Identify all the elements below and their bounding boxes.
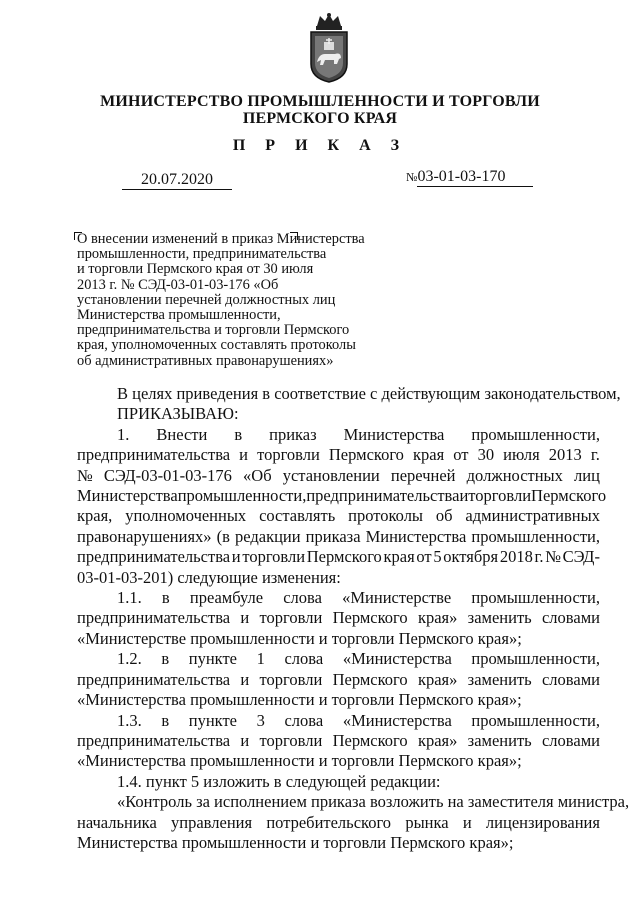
body-line: «Министерстве промышленности и торговли Пермского края»;: [77, 628, 522, 648]
body-line: края, уполномоченных составлять протоколы об административных: [77, 506, 600, 526]
body-line: 1.4. пункт 5 изложить в следующей редакции:: [117, 771, 441, 791]
body-line: 1.3. в пункте 3 слова «Министерства промышленности,: [117, 710, 600, 730]
subject-block: [77, 232, 397, 369]
perm-krai-coat-of-arms-icon: [303, 12, 355, 84]
body-line: Министерства промышленности и торговли Пермского края»;: [77, 832, 514, 852]
body-line: 1. Внести в приказ Министерства промышленности,: [117, 424, 600, 444]
subject-line: промышленности, предпринимательства: [77, 246, 327, 263]
document-number-value: 03-01-03-170: [417, 168, 533, 187]
body-line: «Контроль за исполнением приказа возложить на заместителя министра,: [117, 792, 630, 812]
body-line: 1.2. в пункте 1 слова «Министерства промышленности,: [117, 649, 600, 669]
document-number: [406, 168, 533, 187]
subject-line: О внесении изменений в приказ Министерства: [77, 231, 365, 247]
body-line: предпринимательства и торговли Пермского края от 5 октября 2018 г. № СЭД-: [77, 547, 600, 567]
org-name-line1: МИНИСТЕРСТВО ПРОМЫШЛЕННОСТИ И ТОРГОВЛИ: [100, 93, 540, 110]
body-text: [77, 384, 630, 853]
body-line: «Министерства промышленности и торговли Пермского края»;: [77, 751, 522, 771]
subject-line: края, уполномоченных составлять протоколы: [77, 337, 356, 354]
subject-line: 2013 г. № СЭД-03-01-03-176 «Об: [77, 276, 279, 293]
subject-line: предпринимательства и торговли Пермского: [77, 322, 350, 339]
document-type-title: П Р И К А З: [232, 137, 408, 154]
body-line: 1.1. в преамбуле слова «Министерстве промышленности,: [117, 588, 600, 608]
subject-line: Министерства промышленности,: [77, 307, 281, 324]
body-line: № СЭД-03-01-03-176 «Об установлении перечней должностных лиц: [77, 465, 600, 485]
body-line: 03-01-03-201) следующие изменения:: [77, 567, 341, 587]
org-name-line2: ПЕРМСКОГО КРАЯ: [242, 110, 398, 127]
body-line: В целях приведения в соответствие с действующим законодательством,: [117, 384, 621, 403]
body-line: Министерства промышленности, предпринимательства и торговли Пермского: [77, 486, 607, 506]
body-line: предпринимательства и торговли Пермского края» заменить словами: [77, 669, 600, 689]
body-line: ПРИКАЗЫВАЮ:: [117, 404, 239, 424]
body-line: предпринимательства и торговли Пермского края» заменить словами: [77, 608, 600, 628]
subject-line: об административных правонарушениях»: [77, 352, 334, 369]
body-line: правонарушениях» (в редакции приказа Министерства промышленности,: [77, 526, 600, 546]
body-line: предпринимательства и торговли Пермского края» заменить словами: [77, 730, 600, 750]
body-line: «Министерства промышленности и торговли Пермского края»;: [77, 690, 522, 710]
subject-line: и торговли Пермского края от 30 июля: [77, 261, 314, 278]
body-line: предпринимательства и торговли Пермского края от 30 июля 2013 г.: [77, 445, 600, 465]
number-sign: №: [406, 170, 418, 184]
document-date: 20.07.2020: [122, 171, 232, 190]
body-line: начальника управления потребительского рынка и лицензирования: [77, 812, 600, 832]
subject-line: установлении перечней должностных лиц: [77, 291, 336, 308]
